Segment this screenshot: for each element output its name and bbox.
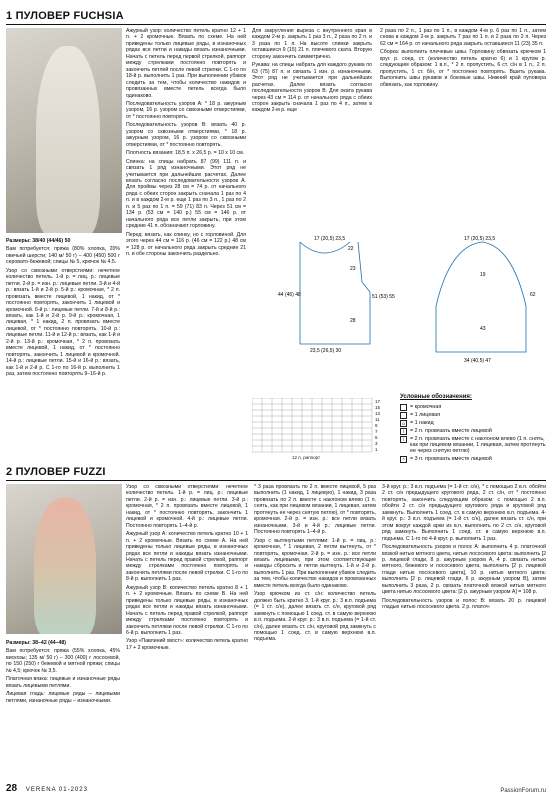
p1-left-column [6,238,120,380]
dim-armhole: 23 [350,266,356,272]
p2-c3-p0: * 3 раза провязать по 2 п. вместе лицевой, 5 раз выполнить (1 накид, 1 лицевую), 1 накид, 3 раза провязать по 2 п. вместе с наклоном влево (1 п. снять, как при лицевом вязании, 1 лицевая, затем протянуть ее через снятую петлю), от * повторять, кромочная. 2-й р. = изн. р.: все петли вязать изнаночными. 3-й и 4-й р.: лицевые петли. Постоянно повторять 1–4-й р. [254,484,376,536]
photo-pullover-fuzzi [6,484,122,634]
chart-row-label: 3 [375,441,378,446]
p2-column-4 [382,484,546,613]
p2-c4-p2: Последовательность узоров и полос В: вязать 20 р. лицевой гладью нитью лососевого цвета. 2 р. платоч- [382,597,546,611]
site-watermark: PassionForum.ru [500,788,546,794]
dim-sleeve-cap: 19 [480,272,486,278]
chart-row-label: 9 [375,423,378,428]
legend-symbol-icon: / [400,428,407,435]
chart-row-label: 7 [375,429,378,434]
legend-item: \ = 2 п. провязать вместе с наклоном влево (1 п. снять, как при лицевом вязании, 1 лицевая, затем протянуть ее через снятую петлю) [400,436,546,454]
page-number: 28 [6,783,18,794]
p1-column-3 [252,28,372,116]
page-footer [6,783,88,794]
p1-materials: Вам потребуется: пряжа (80% хлопка, 20% овечьей шерсти; 140 м/ 50 г) – 400 (450) 500 г серовато-бежевой; спицы № 5, крючок № 4.5. [6,246,120,266]
legend-symbol-icon [400,404,407,411]
p1-schematic [250,236,546,386]
p2-c4-p1: Последовательность узоров и полос А: выполнить 4 р. платочной вязкой нитью мятного цвета, нитью лососевого цвета: выполнить [2 р. лицевой глади, 8 р. ажурным узором А, 4 р. связать нитью мятного, бежевого и лососевого цвета, выполнить [2 р. лицевой глади нитью лососевого цвета], 10 р. нитью мятного цвета: выполнить [2 р. лицевой глади, 6 р. ажурным узором В], затем выполнить 3 раза, 2 р. связать платочной вязкой нитью мятного цвета нитью лососевого цвета: [2 р. ажурным узором А] = 108 р. [382,544,546,596]
legend-symbol-icon [400,412,407,419]
dim-bottom-width: 23,5 (26,5) 30 [310,348,342,354]
legend-symbol-icon: \ [400,436,407,443]
magazine-name: VERENA 01-2023 [25,787,88,793]
chart-row-label: 17 [375,399,381,404]
dim-body-height: 51 (53) 55 [372,294,395,300]
p2-c2-p1: Ажурный узор А: количество петель кратно 10 + 1 п. + 2 кромочные. Вязать по схеме А. На ней приведены только лицевые ряды, в изнаночных рядах все петли и накиды вязать изнаночными. Начать с петель перед правой стрелкой, раппорт между стрелками постоянно повторять и закончить петлями после левой стрелки. С 1-го по 8-й р. выполнить 1 раз. [126,531,248,583]
dim-sleeve-bottom: 34 (40,5) 47 [464,358,491,364]
p2-para1: Платочная вязка: лицевые и изнаночные ряды вязать лицевыми петлями. [6,676,120,689]
dim-top-width: 17 (20,5) 23,5 [314,236,346,242]
legend-item: ^ = 3 п. провязать вместе лицевой [400,456,546,463]
dim-sleeve-lower: 43 [480,326,486,332]
chart-row-label: 15 [375,405,381,410]
p1-c3-p0: Для закругления выреза с внутреннего края в каждом 2-м р. закрыть 1 раз 3 п., 2 раза по 2 п. и 3 раза по 1 п. На высоте спинки закрыть оставшиеся 9 (15) 21 п. плечевого ската. Вторую сторону закончить симметрично. [252,28,372,60]
p2-c2-p3: Узор «Павлиний хвост»: количество петель кратно 17 + 2 кромочные. [126,638,248,651]
legend-item: = 1 лицевая [400,412,546,419]
legend-item: o = 1 накид [400,420,546,427]
section-title-1: 1 ПУЛОВЕР FUCHSIA [6,10,124,22]
chart-repeat-label: 12 п. раппорт [292,455,321,460]
dim-lower: 28 [350,318,356,324]
p1-c2-p4: Спинка: на спицы набрать 87 (99) 111 п. и связать 1 ряд изнаночными. Этот ряд не учитывается при дальнейших расчетах. Далее вязать согласно последовательности узоров А. Для проймы через 28 см = 74 р. от начального ряда с обеих сторон закрыть сначала 1 раз по 4 п. и в каждом 2-м р. еще 1 раз по 3 п., 1 раз по 2 п. и 5 раз по 1 п. = 59 (71) 83 п. Через 51 см = 134 р. (53 см = 140 р.) 55 см = 146 р. от начального ряда все петли закрыть, при этом средние 41 п. обозначают горловину. [126,158,246,230]
p1-c4-p0: 2 раза по 2 п., 1 раз по 1 п., в каждом 4-м р. 6 раз по 1 п., затем снова в каждом 2-м р. закрыть 7 раз по 1 п. и 2 раза по 2 п. Через 62 см = 164 р. от начального ряда закрыть оставшиеся 11 (23) 35 п. [380,28,546,47]
p2-c2-p2: Ажурный узор В: количество петель кратно 8 + 1 п. + 2 кромочные. Вязать по схеме В. На ней приведены только лицевые ряды, в изнаночных рядах все петли и накиды вязать изнаночными. Начать с петель перед правой стрелкой, раппорт между стрелками постоянно повторять и закончить петлями после левой стрелки. С 1-го по 6-й р. выполнить 1 раз. [126,584,248,636]
dim-neck-depth: 44 (46) 48 [278,292,301,298]
p1-c2-p1: Последовательность узоров А: * 18 р. ажурным узором, 16 р. узором со сквозными отверстиями, от * постоянно повторять. [126,100,246,120]
legend-symbol-icon: o [400,420,407,427]
p1-c2-p2: Последовательность узоров В: вязать 40 р. узором со сквозными отверстиями, * 18 р. ажурным узором, 16 р. узором со сквозными отверстиями, от * постоянно повторять. [126,122,246,148]
p1-sizes: Размеры: 38/40 (44/46) 50 [6,238,71,244]
p2-sizes: Размеры: 38–42 (44–48) [6,640,67,646]
dim-sleeve-height: 62 [530,292,536,298]
p2-para2: Лицевая гладь: лицевые ряды – лицевыми петлями, изнаночные ряды – изнаночными. [6,691,120,704]
section-title-2: 2 ПУЛОВЕР FUZZI [6,466,106,478]
p1-c2-p3: Плотность вязания: 18,5 п. х 26,5 р. = 10 х 10 см. [126,150,245,157]
p2-column-3 [254,484,376,645]
p2-column-2 [126,484,248,653]
chart-row-label: 11 [375,417,380,422]
p1-knitting-chart [252,398,392,460]
p2-c2-p0: Узор со сквозными отверстиями: нечетное количество петель. 1-й р. = лиц. р.: лицевые петли. 2-й р. = изн. р.: лицевые петли. 3-й р.: кромочная, * 2 п. провязать вместе лицевой, 1 накид, от * постоянно повторять, закончить 1 лицевой и кромочной. 4-й р.: лицевые петли. Постоянно повторять 1–4-й р. [126,484,248,529]
p2-c3-p1: Узор с вытянутыми петлями: 1-й р. = лиц. р.: кромочная, * 1 лицевая, 2 петли вытянуть, от * повторять, кромочная. 2-й р. = изн. р.: все петли вязать лицевыми, при этом соответствующие накиды сбросить и петли вытянуть. 1-й и 2-й р. выполнить 1 раз. При выполнении убавок следить за тем, чтобы количество накидов и провязанных вместе петель всегда было одинаково. [254,537,376,589]
legend-title: Условные обозначения: [400,394,472,400]
p1-c4-p1: Сборка: выполнить плечевые швы. Горловину обвязать крючком 1 круг. р. соед. ст. (количество петель кратно 6) и 1 кругом р. следующим образом: 1 в.п., * 2 п. пропустить, 6 ст. с/н в 1 п., 2 п. пропустить, 1 ст. б/н, от * постоянно повторять. Вшить рукава. Выполнить швы рукавов и боковые швы. Нижний край пуловера обвязать, как горловину. [380,49,546,88]
chart-row-label: 1 [375,447,378,452]
p2-c3-p2: Узор крючком из ст. с/н: количество петель должно быть кратно 3. 1-й круг. р.: 3 в.п. подъема (= 1 ст. с/н), далее вязать ст. с/н, круговой ряд замкнуть с помощью 1 соед. ст. в самую верхнюю в.п. подъема. 2-й круг. р.: 3 в.п. подъема (= 1-й ст. с/н), далее вязать ст. с/н, круговой ряд замкнуть с помощью 1 соед. ст. в самую верхнюю в.п. подъема. [254,591,376,643]
p1-column-2 [126,28,246,259]
p1-c2-p5: Перед: вязать, как спинку, но с горловиной. Для этого через 44 см = 116 р. (46 см = 122 р.) 48 см = 128 р. от начального ряда закрыть средние 21 п. и обе стороны закончить раздельно. [126,231,246,257]
legend-item: / = 2 п. провязать вместе лицевой [400,428,546,435]
section-divider-1 [6,24,546,25]
chart-row-label: 13 [375,411,381,416]
dim-sleeve-top: 17 (20,5) 23,5 [464,236,496,242]
photo-pullover-fuchsia [6,28,122,233]
p1-column-4 [380,28,546,90]
dim-neck-width: 22 [348,246,354,252]
chart-row-label: 5 [375,435,378,440]
legend-item: = кромочная [400,404,546,411]
p1-c3-p1: Рукава: на спицы набрать для каждого рукава по 63 (75) 87 п. и связать 1 изн. р. изнаночными. Этот ряд не учитывается при дальнейших расчетах. Далее вязать согласно последовательности узоров В. Для оката рукава через 43 см = 114 р. от начального ряда с обеих сторон закрыть сначала 1 раз по 4 п., затем в каждом 2-м р. еще [252,62,372,114]
p2-c4-p0: 3-й круг. р.: 3 в.п. подъема (= 1-й ст. с/н), * с помощью 2 в.п. обойти 2 ст. с/н предыдущего кругового ряда, 2 ст. с/н, от * постоянно повторять, закончить следующим образом: с помощью 2 в.п. обойти 2 ст. с/н предыдущего кругового ряда и круговой ряд замкнуть. Выполнить 1 соед. ст. в самую верхнюю в.п. подъема. 4-й круг. р.: 3 в.п. подъема (= 1-й ст. с/н), далее вязать ст. с/н, при этом вокруг каждой арки из в.п. выполнить по 2 ст. с/н, круговой ряд замкнуть. Выполнить 1 соед. ст. в самую верхнюю в.п. подъема. С 1-го по 4-й круг. р. выполнить 1 раз. [382,484,546,542]
p2-materials: Вам потребуется: пряжа (55% хлопка, 45% вискозы; 135 м/ 50 г) – 300 (400) г лососевой, по 150 (250) г бежевой и мятной пряжи; спицы № 4,5; крючок № 3,5. [6,648,120,674]
section-divider-2 [6,480,546,481]
p2-left-column [6,640,120,706]
legend-symbol-icon: ^ [400,456,407,463]
p1-pattern-openwork: Узор со сквозными отверстиями: нечетное количество петель. 1-й р. = лиц. р.: лицевые петли. 2-й р. = изн. р.: лицевые петли. 3-й и 4-й р.: вязать 1-й и 2-й р. 5-й р.: кромочная, * 2 п. провязать вместе лицевой, 1 накид, от * постоянно повторять, закончить 1 лицевой и кромочной. 6-й р.: лицевые петли. 7-й и 8-й р.: вязать, как 1-й и 2-й р. 9-й р.: кромочная, 1 лицевая, * 1 накид, 2 п. провязать вместе лицевой, от * постоянно повторять. 10-й р.: лицевые петли. 11-й и 12-й р.: вязать, как 1-й и 2-й р. 13-й р.: кромочная, * 2 п. провязать вместе лицевой, 1 накид, от * постоянно повторять, закончить 1 лицевой и кромочной. 14-й р.: лицевые петли. 15-й и 16-й р.: вязать, как 1-й и 2-й р. С 1-го по 16-й р. выполнить 1 раз, затем постоянно повторять 9–16-й р. [6,267,120,378]
p1-c2-p0: Ажурный узор: количество петель кратно 12 + 1 п. + 2 кромочные. Вязать по схеме. На ней приведены только лицевые ряды, в изнаночных рядах все петли и накиды вязать изнаночными. Начать с петель перед первой стрелкой, раппорт между стрелками постоянно повторять и закончить петлей после левой стрелки. С 1-го по 18-й р. выполнить 1 раз. При выполнении убавок следить за тем, чтобы количество накидов и провязанных вместе петель всегда было одинаково. [126,28,246,99]
